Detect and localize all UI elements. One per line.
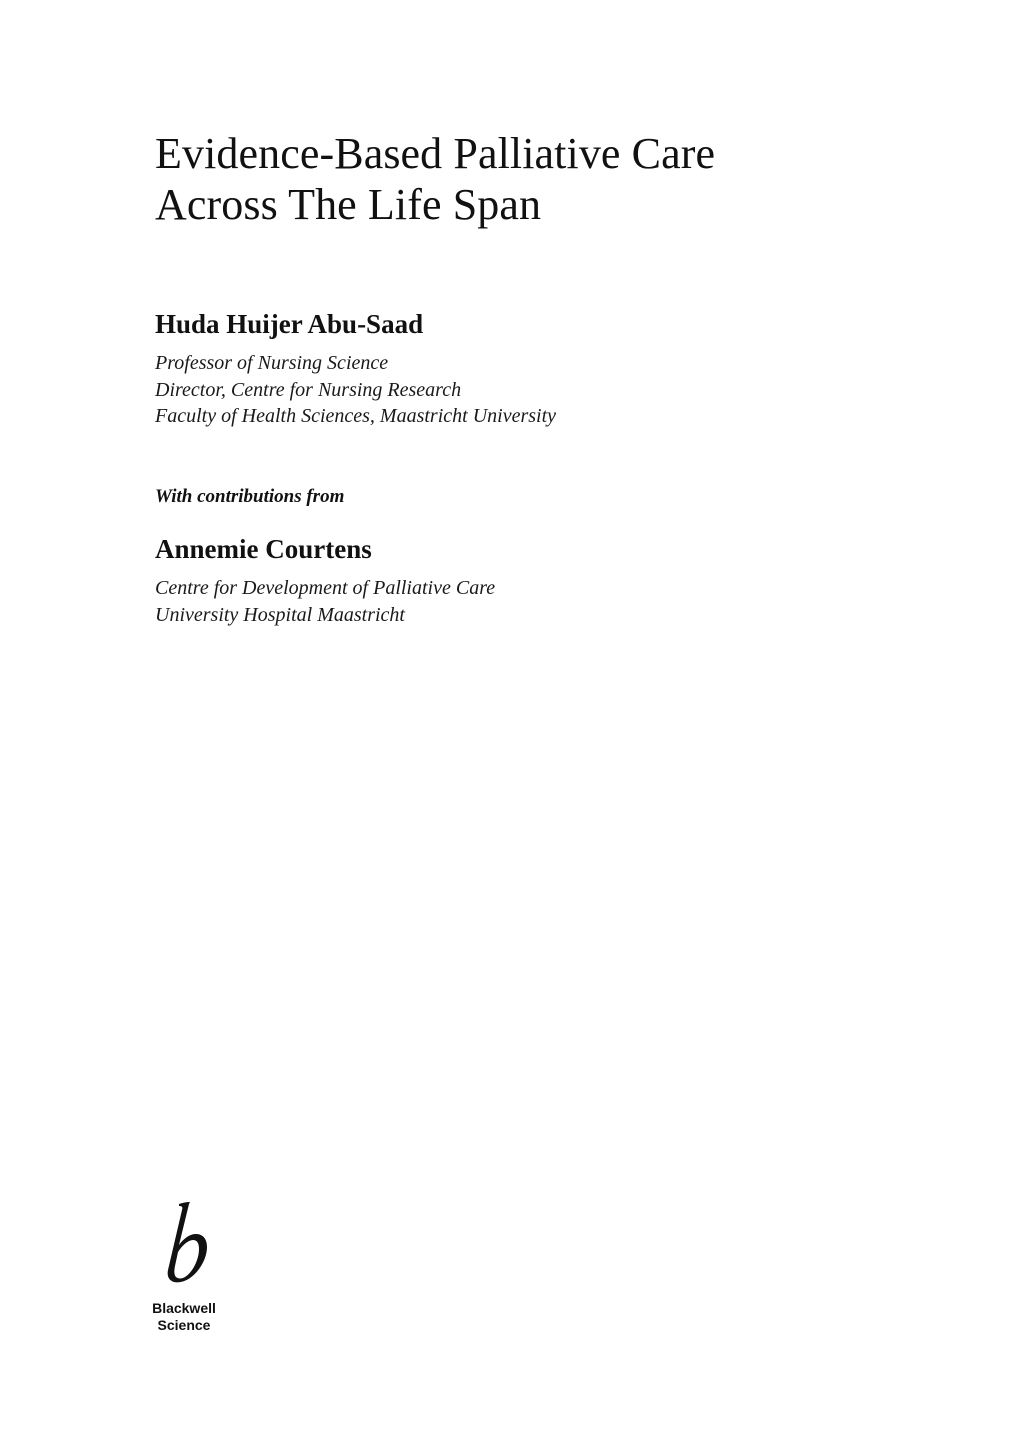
author-name: Huda Huijer Abu-Saad [155, 309, 424, 339]
book-title-line-1: Evidence-Based Palliative Care [155, 129, 716, 178]
author-block [155, 306, 556, 430]
contributor-affiliation-1: Centre for Development of Palliative Care [155, 577, 496, 599]
book-title [155, 128, 715, 230]
contributions-label: With contributions from [155, 486, 345, 507]
contributor-affiliations [155, 575, 495, 628]
book-title-line-2: Across The Life Span [155, 180, 542, 229]
author-affiliation-3: Faculty of Health Sciences, Maastricht University [155, 405, 557, 427]
author-affiliation-1: Professor of Nursing Science [155, 352, 389, 374]
blackwell-b-logo-icon [162, 1200, 210, 1284]
publisher-logo [150, 1200, 220, 1340]
publisher-name-line-1: Blackwell [152, 1300, 216, 1316]
publisher-name-line-2: Science [157, 1317, 211, 1333]
author-affiliation-2: Director, Centre for Nursing Research [155, 378, 462, 401]
publisher-name [150, 1300, 218, 1334]
contributor-name: Annemie Courtens [155, 534, 372, 564]
contributor-affiliation-2: University Hospital Maastricht [155, 603, 405, 626]
author-affiliations [155, 350, 556, 430]
contributor-block [155, 531, 495, 628]
